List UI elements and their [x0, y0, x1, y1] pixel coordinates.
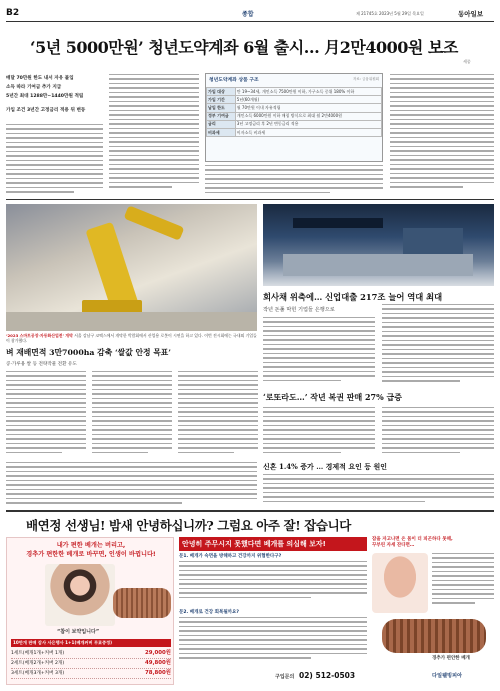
ad-price-title: 10만개 판매 감사 사은행사 1+1(베개커버 무료증정) — [11, 639, 171, 647]
ad-right-body — [432, 553, 494, 613]
paper-name: 동아일보 — [458, 10, 484, 18]
lead-body-col4 — [390, 74, 494, 194]
table-row-label: 금리 — [207, 120, 236, 128]
table-row — [207, 96, 382, 104]
ad-headline: 배연정 선생님! 밤새 안녕하십니까? 그럼요 아주 잘! 잡습니다 — [26, 518, 351, 533]
lead-headline: ‘5년 5000만원’ 청년도약계좌 6월 출시… 月2만4000원 보조 — [30, 38, 458, 57]
section-label: 종합 — [242, 11, 254, 18]
lead-body-col3 — [205, 165, 383, 193]
table-body — [206, 87, 382, 137]
ad-left-title: 내가 편한 베개는 버리고, 경추가 편한한 베개로 바꾸면, 인생이 바뀝니다! — [26, 542, 156, 558]
article2-body-a — [263, 317, 375, 385]
advertisement — [6, 513, 494, 685]
article5-headline: 신혼 1.4% 증가 … 경제적 요인 등 원인 — [263, 462, 388, 471]
article4-headline: ‘로또라도…’ 작년 복권 판매 27% 급증 — [263, 392, 402, 402]
masthead — [6, 6, 494, 22]
table-row-label: 가입 대상 — [207, 88, 236, 96]
issue-info: 제 21745호 2023년 5월 29일 목요일 — [356, 11, 424, 16]
price-item: 1세트(베개1개+커버 1개) — [11, 651, 65, 656]
table-note: 자료: 금융위원회 — [353, 77, 379, 81]
table-row — [207, 120, 382, 128]
article3-body-b — [92, 371, 172, 455]
table-row-label: 정부 기여금 — [207, 112, 236, 120]
table-row-value: 월 70만원 이내 자유적립 — [235, 104, 381, 112]
ad-left-panel — [6, 537, 174, 685]
article5-body — [263, 474, 494, 506]
table-row-value: 5년(60개월) — [235, 96, 381, 104]
price-row — [11, 669, 171, 679]
table-row-value: 개인소득 6000만원 이하 매칭 방식으로 최대 월 2만4000원 — [235, 112, 381, 120]
article3-body-a — [6, 371, 86, 455]
page-number: B2 — [6, 8, 20, 18]
table-title: 청년도약계좌 상품 구조 — [209, 78, 259, 83]
table-row — [207, 112, 382, 120]
table-row-label: 가입 기간 — [207, 96, 236, 104]
price-row — [11, 649, 171, 659]
article2-headline: 회사채 위축에… 신업대출 217조 늘어 역대 최대 — [263, 292, 443, 302]
ad-divider — [6, 510, 494, 512]
lead-table — [205, 73, 383, 162]
table-row-label: 납입 한도 — [207, 104, 236, 112]
price-row — [11, 659, 171, 669]
ad-phone: 02) 512-0503 — [299, 671, 356, 680]
article2-body-b — [382, 304, 494, 385]
article3-headline: 벼 재배면적 3만7000ha 감축 ‘쌀값 안정 목표’ — [6, 348, 172, 357]
lead-subhead: 매달 70만원 한도 내서 자유 불입 소득 따라 기여금 추가 지급 5년간 최대 1288만~1440만원 적립 — [6, 76, 84, 99]
article3-body-d — [6, 462, 257, 506]
robot-photo — [6, 204, 257, 331]
price-item: 2세트(베개2개+커버 2개) — [11, 661, 65, 666]
ad-qa1-body — [179, 561, 367, 605]
price-value: 29,000원 — [144, 650, 171, 656]
ad-phone-label: 구입문의 — [275, 674, 295, 680]
ad-neck-illustration — [372, 553, 428, 613]
table-row-value: 이자소득 비과세 — [235, 128, 381, 136]
ad-right-panel — [372, 537, 494, 685]
ad-qa2-body — [179, 617, 367, 665]
ad-pillow-image — [113, 588, 171, 618]
article3-sub: 콩·가루용 쌀 등 전략작물 전환 유도 — [6, 362, 77, 367]
price-value: 49,800원 — [144, 660, 171, 666]
price-item: 3세트(베개3개+커버 3개) — [11, 671, 65, 676]
table-row — [207, 128, 382, 136]
ad-product-image — [382, 619, 486, 653]
ad-qa2: 문2. 베개로 건강 회복될까요? — [179, 610, 239, 615]
ad-qa1: 문1. 베개가 숙면을 방해하고 건강까지 위협한다구? — [179, 554, 282, 559]
price-value: 78,800원 — [144, 670, 171, 676]
ad-right-title: 잠을 자고나면 온 몸이 더 피곤하다 못해, 꾸부린 자세 잔다면… — [372, 537, 453, 548]
table-row — [207, 104, 382, 112]
table-row-value: 만 19~34세, 개인소득 7500만원 이하, 가구소득 중위 180% 이하 — [235, 88, 381, 96]
table-row — [207, 88, 382, 96]
ad-product-label: 경추가 편안한 베개 — [432, 656, 470, 661]
ad-middle-title: 안녕히 주무시지 못했다면 베개를 의심해 보자! — [179, 537, 367, 551]
lead-body-col1 — [6, 124, 103, 196]
divider — [6, 199, 494, 200]
lead-byline: 세종 — [463, 59, 471, 64]
article2-sub: 작년 돈풀 막힌 기업들 은행으로 — [263, 307, 335, 313]
article4-body-b — [382, 407, 494, 455]
ad-company: 다일웰빙피아 — [432, 673, 463, 679]
ad-middle-panel — [179, 537, 367, 685]
article4-body-a — [263, 407, 375, 455]
table-row-value: 3년 고정금리 후 2년 변동금리 적용 — [235, 120, 381, 128]
article3-body-c — [178, 371, 258, 455]
robot-caption: ‘2023 스마트공장·자동화산업전’ 개막 서울 강남구 코엑스에서 개막한 박람회에서 산업용 로봇이 시연을 하고 있다. 이번 전시회에는 국내외 기업들이 참가했다. — [6, 333, 257, 343]
ad-person-photo — [45, 564, 115, 626]
ad-quote: “참이 보약입니다” — [57, 629, 100, 635]
lead-subhead-2: 가입 조건 3년간 고정금리 적용 뒤 변동 — [6, 108, 86, 113]
table-row-label: 비과세 — [207, 128, 236, 136]
expo-photo — [263, 204, 494, 286]
lead-body-col2 — [109, 74, 199, 194]
ad-price-list — [11, 649, 171, 679]
